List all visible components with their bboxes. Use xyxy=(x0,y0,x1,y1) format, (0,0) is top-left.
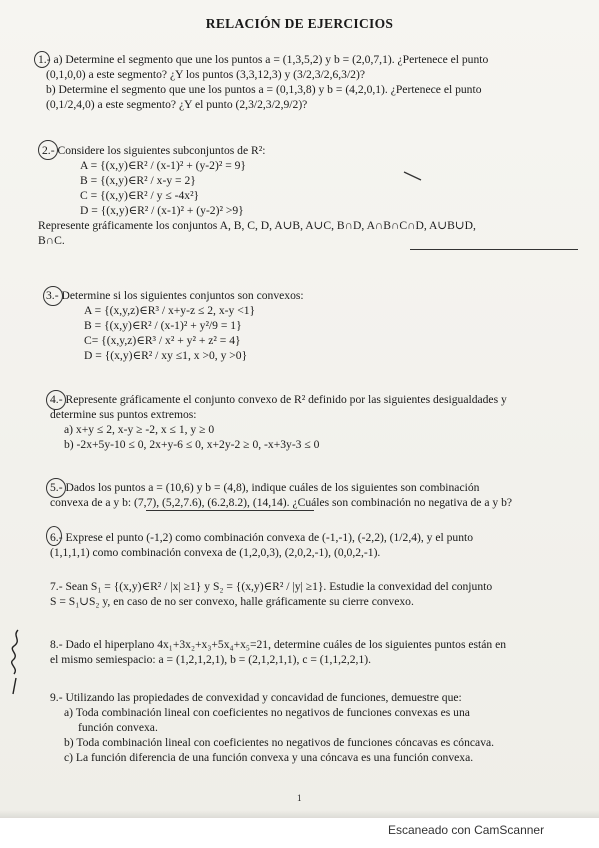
pen-tick-mark xyxy=(403,170,423,182)
exercise-5 xyxy=(50,480,512,510)
convex-set-c: C= {(x,y,z)∈R³ / x² + y² + z² = 4} xyxy=(84,334,241,347)
exercise-1 xyxy=(38,52,488,112)
exercise-8-line-2: el mismo semiespacio: a = (1,2,1,2,1), b = (2,1,2,1,1), c = (1,1,2,2,1). xyxy=(50,653,371,666)
exercise-1-line-4: (0,1/2,4,0) a este segmento? ¿Y el punto (2,3/2,3/2,9/2)? xyxy=(46,98,308,111)
exercise-5-line-2: convexa de a y b: (7,7), (5,2,7.6), (6.2,8.2), (14,14). ¿Cuáles son combinación no negativa de a y b? xyxy=(50,496,513,509)
exercise-9-item-a-line-2: función convexa. xyxy=(78,721,158,734)
exercise-8 xyxy=(50,637,506,667)
set-c: C = {(x,y)∈R² / y ≤ -4x²} xyxy=(80,189,200,202)
exercise-2-intro: 2.- Considere los siguientes subconjuntos de R²: xyxy=(42,144,266,157)
exercise-4-line-2: determine sus puntos extremos: xyxy=(50,408,197,421)
exercise-4-circle-mark xyxy=(46,390,66,410)
exercise-6 xyxy=(50,530,473,560)
margin-scribble xyxy=(4,628,26,698)
exercise-4-item-a: a) x+y ≤ 2, x-y ≥ -2, x ≤ 1, y ≥ 0 xyxy=(64,423,215,436)
exercise-9-item-c: c) La función diferencia de una función convexa y una cóncava es una función convexa. xyxy=(64,751,474,764)
exercise-9-item-b: b) Toda combinación lineal con coeficientes no negativos de funciones cóncavas es cóncava. xyxy=(64,736,495,749)
exercise-4 xyxy=(50,392,507,452)
page-title: RELACIÓN DE EJERCICIOS xyxy=(205,16,394,31)
set-a: A = {(x,y)∈R² / (x-1)² + (y-2)² = 9} xyxy=(80,159,246,172)
exercise-6-circle-mark xyxy=(46,526,62,546)
exercise-2 xyxy=(38,143,476,248)
exercise-3-circle-mark xyxy=(43,286,63,306)
scanner-footer: Escaneado con CamScanner xyxy=(388,823,545,837)
page-number: 1 xyxy=(297,793,302,803)
exercise-8-line-1: 8.- Dado el hiperplano 4x₁+3x₂+x₃+5x₄+x₅=21, determine cuáles de los siguientes puntos están en xyxy=(50,638,507,651)
set-d: D = {(x,y)∈R² / (x-1)² + (y-2)² >9} xyxy=(80,204,244,217)
exercise-3-intro: 3.- Determine si los siguientes conjuntos son convexos: xyxy=(46,289,304,302)
exercise-2-circle-mark xyxy=(38,140,58,160)
exercise-1-line-1: 1.- a) Determine el segmento que une los puntos a = (1,3,5,2) y b = (2,0,7,1). ¿Pertenece el punto xyxy=(38,53,489,66)
exercise-6-line-2: (1,1,1,1) como combinación convexa de (1,2,0,3), (2,0,2,-1), (0,0,2,-1). xyxy=(50,546,381,559)
convex-set-b: B = {(x,y)∈R² / (x-1)² + y²/9 = 1} xyxy=(84,319,242,332)
set-b: B = {(x,y)∈R² / x-y = 2} xyxy=(80,174,196,187)
exercise-7 xyxy=(50,579,492,609)
exercise-9-item-a-line-1: a) Toda combinación lineal con coeficientes no negativos de funciones convexas es una xyxy=(64,706,470,719)
exercise-6-line-1: 6.- Exprese el punto (-1,2) como combinación convexa de (-1,-1), (-2,2), (1/2,4), y el punto xyxy=(50,531,474,544)
exercise-3 xyxy=(46,288,304,363)
exercise-4-line-1: 4.- Represente gráficamente el conjunto convexo de R² definido por las siguientes desigualdades y xyxy=(50,393,507,406)
exercise-4-item-b: b) -2x+5y-10 ≤ 0, 2x+y-6 ≤ 0, x+2y-2 ≥ 0, -x+3y-3 ≤ 0 xyxy=(64,438,320,451)
convex-set-a: A = {(x,y,z)∈R³ / x+y-z ≤ 2, x-y <1} xyxy=(84,304,256,317)
exercise-5-circle-mark xyxy=(46,478,66,498)
convex-set-d: D = {(x,y)∈R² / xy ≤1, x >0, y >0} xyxy=(84,349,248,362)
exercise-2-statement-end: B∩C. xyxy=(38,234,65,247)
exercise-2-statement: Represente gráficamente los conjuntos A, B, C, D, A∪B, A∪C, B∩D, A∩B∩C∩D, A∪B∪D, xyxy=(38,219,476,232)
exercise-2-underline xyxy=(410,249,578,250)
exercise-1-line-3: b) Determine el segmento que une los puntos a = (0,1,3,8) y b = (4,2,0,1). ¿Pertenece el punto xyxy=(46,83,482,96)
exercise-7-line-2: S = S₁∪S₂ y, en caso de no ser convexo, halle gráficamente su cierre convexo. xyxy=(50,595,414,608)
exercise-7-line-1: 7.- Sean S₁ = {(x,y)∈R² / |x| ≥1} y S₂ = {(x,y)∈R² / |y| ≥1}. Estudie la convexidad del conjunto xyxy=(50,580,493,593)
exercise-1-line-2: (0,1,0,0) a este segmento? ¿Y los puntos (3,3,12,3) y (3/2,3/2,6,3/2)? xyxy=(46,68,365,81)
exercise-9-intro: 9.- Utilizando las propiedades de convexidad y concavidad de funciones, demuestre que: xyxy=(50,691,462,704)
exercise-5-line-1: 5.- Dados los puntos a = (10,6) y b = (4,8), indique cuáles de los siguientes son combinación xyxy=(50,481,480,494)
exercise-5-underline xyxy=(146,510,314,511)
exercise-1-pen-mark xyxy=(34,51,50,68)
exercise-9 xyxy=(50,690,494,765)
